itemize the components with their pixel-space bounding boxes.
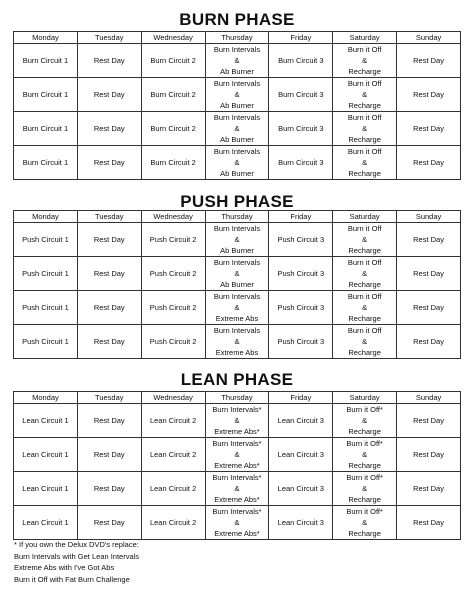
day-header: Thursday <box>205 32 269 44</box>
day-header: Thursday <box>205 211 269 223</box>
workout-text: Burn Circuit 2 <box>150 124 196 133</box>
week-row <box>14 472 461 506</box>
workout-text: Rest Day <box>413 450 444 459</box>
day-header: Friday <box>269 32 333 44</box>
workout-cell <box>269 438 333 472</box>
workout-text: Burn Intervals <box>213 79 261 88</box>
workout-cell <box>77 438 141 472</box>
workout-text: Rest Day <box>93 90 125 99</box>
day-header: Wednesday <box>141 392 205 404</box>
workout-cell <box>205 404 269 438</box>
workout-text: Recharge <box>348 461 381 470</box>
workout-text: Recharge <box>348 135 381 144</box>
workout-cell <box>333 78 397 112</box>
workout-text: & <box>362 90 368 99</box>
workout-text: Burn it Off <box>347 258 382 267</box>
workout-cell <box>141 291 205 325</box>
week-row <box>14 404 461 438</box>
workout-text: Burn Circuit 1 <box>22 90 69 99</box>
workout-cell <box>269 78 333 112</box>
workout-text: Push Circuit 2 <box>149 337 197 346</box>
note-line: Extreme Abs with I've Got Abs <box>14 563 115 573</box>
workout-text: Lean Circuit 3 <box>277 484 324 493</box>
workout-text: & <box>234 235 240 244</box>
workout-text: Recharge <box>348 280 381 289</box>
workout-text: Burn it Off <box>347 292 382 301</box>
workout-cell <box>77 257 141 291</box>
workout-text: Recharge <box>348 427 381 436</box>
lean-phase-table <box>13 391 461 540</box>
day-header: Sunday <box>397 392 461 404</box>
workout-text: Burn it Off <box>347 224 382 233</box>
workout-text: Ab Burner <box>220 101 254 110</box>
workout-text: Rest Day <box>93 484 125 493</box>
workout-cell <box>333 257 397 291</box>
day-header: Saturday <box>333 392 397 404</box>
workout-text: Recharge <box>348 67 381 76</box>
workout-cell <box>333 223 397 257</box>
workout-text: Lean Circuit 2 <box>149 518 197 527</box>
workout-cell <box>269 112 333 146</box>
workout-cell <box>77 78 141 112</box>
workout-text: & <box>362 269 368 278</box>
workout-text: Burn it Off* <box>346 507 383 516</box>
workout-text: Push Circuit 1 <box>22 337 69 346</box>
day-header: Sunday <box>397 32 461 44</box>
workout-cell <box>205 223 269 257</box>
workout-cell <box>333 291 397 325</box>
workout-text: & <box>234 158 240 167</box>
workout-text: Burn Circuit 2 <box>150 56 196 65</box>
workout-cell <box>333 112 397 146</box>
workout-text: Push Circuit 1 <box>22 269 69 278</box>
workout-cell <box>269 404 333 438</box>
workout-text: Burn Circuit 3 <box>278 56 324 65</box>
workout-cell <box>205 44 269 78</box>
workout-text: Push Circuit 2 <box>149 235 197 244</box>
workout-cell <box>205 291 269 325</box>
day-header: Friday <box>269 211 333 223</box>
workout-text: Recharge <box>348 495 381 504</box>
workout-text: Push Circuit 1 <box>22 303 69 312</box>
workout-cell <box>205 146 269 180</box>
workout-text: Push Circuit 3 <box>277 303 325 312</box>
workout-text: Burn Intervals <box>213 258 261 267</box>
workout-cell <box>77 404 141 438</box>
workout-cell <box>14 325 78 359</box>
workout-text: Burn Circuit 2 <box>150 90 196 99</box>
workout-text: & <box>234 450 240 459</box>
workout-text: Burn it Off <box>347 147 382 156</box>
workout-cell <box>14 257 78 291</box>
workout-cell <box>397 506 461 540</box>
day-header: Tuesday <box>77 32 141 44</box>
workout-cell <box>333 44 397 78</box>
workout-text: & <box>234 518 240 527</box>
workout-text: Rest Day <box>413 158 444 167</box>
workout-text: Burn Circuit 1 <box>22 158 69 167</box>
workout-text: Burn it Off* <box>346 439 383 448</box>
workout-text: & <box>362 158 368 167</box>
workout-cell <box>14 404 78 438</box>
workout-text: Burn it Off <box>347 113 382 122</box>
workout-text: & <box>234 124 240 133</box>
week-row <box>14 291 461 325</box>
push-phase-table <box>13 210 461 359</box>
workout-cell <box>269 291 333 325</box>
workout-cell <box>77 146 141 180</box>
workout-cell <box>205 257 269 291</box>
workout-text: Rest Day <box>93 269 125 278</box>
day-header: Tuesday <box>77 211 141 223</box>
day-header: Saturday <box>333 32 397 44</box>
workout-cell <box>205 112 269 146</box>
workout-text: Lean Circuit 3 <box>277 450 324 459</box>
workout-cell <box>14 78 78 112</box>
replacement-notes <box>14 539 454 585</box>
workout-text: Rest Day <box>93 235 125 244</box>
header-row <box>14 32 461 44</box>
workout-text: Push Circuit 3 <box>277 235 325 244</box>
workout-cell <box>205 438 269 472</box>
workout-text: Recharge <box>348 101 381 110</box>
week-row <box>14 78 461 112</box>
workout-cell <box>141 472 205 506</box>
workout-text: Push Circuit 2 <box>149 303 197 312</box>
workout-cell <box>397 438 461 472</box>
workout-cell <box>141 325 205 359</box>
workout-text: Recharge <box>348 348 381 357</box>
workout-text: Burn Intervals* <box>212 405 262 414</box>
workout-text: Burn Circuit 1 <box>22 124 69 133</box>
workout-text: Burn Circuit 2 <box>150 158 196 167</box>
workout-cell <box>269 44 333 78</box>
workout-cell <box>269 146 333 180</box>
workout-text: Rest Day <box>93 303 125 312</box>
workout-cell <box>77 291 141 325</box>
workout-text: Burn Intervals <box>213 45 261 54</box>
day-header: Saturday <box>333 211 397 223</box>
workout-text: Burn Circuit 1 <box>22 56 69 65</box>
workout-cell <box>397 257 461 291</box>
workout-cell <box>141 146 205 180</box>
week-row <box>14 223 461 257</box>
workout-text: Push Circuit 3 <box>277 337 325 346</box>
workout-text: & <box>362 124 368 133</box>
workout-text: Recharge <box>348 169 381 178</box>
workout-text: Extreme Abs* <box>214 427 260 436</box>
workout-cell <box>333 146 397 180</box>
workout-cell <box>14 146 78 180</box>
workout-text: Extreme Abs* <box>214 529 260 538</box>
workout-cell <box>397 325 461 359</box>
workout-text: Extreme Abs* <box>214 461 260 470</box>
workout-text: Recharge <box>348 529 381 538</box>
workout-cell <box>397 472 461 506</box>
workout-text: Ab Burner <box>220 135 254 144</box>
workout-text: Rest Day <box>413 269 444 278</box>
workout-cell <box>14 44 78 78</box>
workout-text: & <box>234 484 240 493</box>
workout-cell <box>397 146 461 180</box>
workout-cell <box>141 78 205 112</box>
workout-text: Burn it Off* <box>346 405 383 414</box>
week-row <box>14 438 461 472</box>
workout-cell <box>205 325 269 359</box>
note-line: * If you own the Delux DVD's replace: <box>14 540 139 549</box>
workout-text: & <box>234 303 240 312</box>
day-header: Monday <box>14 32 78 44</box>
workout-text: Rest Day <box>413 235 444 244</box>
workout-text: Lean Circuit 2 <box>149 484 197 493</box>
workout-text: Lean Circuit 1 <box>22 484 69 493</box>
workout-text: Lean Circuit 1 <box>22 450 69 459</box>
workout-cell <box>77 472 141 506</box>
workout-text: & <box>362 303 368 312</box>
workout-text: Rest Day <box>413 484 444 493</box>
workout-cell <box>14 472 78 506</box>
day-header: Monday <box>14 211 78 223</box>
workout-cell <box>205 506 269 540</box>
workout-text: Extreme Abs* <box>214 495 260 504</box>
workout-cell <box>141 44 205 78</box>
workout-cell <box>397 112 461 146</box>
workout-text: Rest Day <box>413 518 444 527</box>
workout-cell <box>14 291 78 325</box>
workout-cell <box>141 257 205 291</box>
day-header: Wednesday <box>141 32 205 44</box>
workout-text: Rest Day <box>413 56 444 65</box>
workout-cell <box>269 506 333 540</box>
workout-text: Burn Circuit 3 <box>278 124 324 133</box>
workout-text: Recharge <box>348 246 381 255</box>
header-row <box>14 392 461 404</box>
week-row <box>14 112 461 146</box>
workout-cell <box>77 223 141 257</box>
workout-text: Rest Day <box>413 416 444 425</box>
workout-text: Rest Day <box>93 56 125 65</box>
push-phase-title: PUSH PHASE <box>180 192 294 211</box>
workout-text: Burn Intervals* <box>212 439 262 448</box>
week-row <box>14 146 461 180</box>
workout-text: Burn Intervals <box>213 292 261 301</box>
workout-text: Rest Day <box>93 124 125 133</box>
workout-text: Rest Day <box>413 337 444 346</box>
day-header: Tuesday <box>77 392 141 404</box>
workout-text: & <box>234 337 240 346</box>
workout-text: & <box>362 337 368 346</box>
workout-cell <box>77 506 141 540</box>
workout-text: & <box>362 450 368 459</box>
workout-cell <box>397 44 461 78</box>
workout-text: Lean Circuit 2 <box>149 450 197 459</box>
workout-text: & <box>362 235 368 244</box>
workout-text: Lean Circuit 2 <box>149 416 197 425</box>
workout-text: Ab Burner <box>220 67 254 76</box>
workout-cell <box>141 404 205 438</box>
workout-text: Ab Burner <box>220 280 254 289</box>
workout-text: Rest Day <box>93 416 125 425</box>
day-header: Wednesday <box>141 211 205 223</box>
week-row <box>14 44 461 78</box>
workout-text: & <box>362 56 368 65</box>
workout-text: Rest Day <box>413 124 444 133</box>
workout-cell <box>269 223 333 257</box>
workout-text: Rest Day <box>93 450 125 459</box>
week-row <box>14 257 461 291</box>
workout-cell <box>397 291 461 325</box>
workout-text: Burn it Off <box>347 45 382 54</box>
workout-text: Extreme Abs <box>215 314 259 323</box>
workout-cell <box>141 438 205 472</box>
workout-cell <box>14 112 78 146</box>
workout-cell <box>77 44 141 78</box>
workout-text: Burn Intervals <box>213 113 261 122</box>
workout-text: Ab Burner <box>220 169 254 178</box>
header-row <box>14 211 461 223</box>
lean-phase-title: LEAN PHASE <box>180 370 294 389</box>
workout-text: & <box>362 484 368 493</box>
workout-cell <box>14 506 78 540</box>
workout-text: & <box>362 416 368 425</box>
note-line: Burn it Off with Fat Burn Challenge <box>14 574 130 584</box>
day-header: Monday <box>14 392 78 404</box>
workout-text: Recharge <box>348 314 381 323</box>
workout-text: & <box>362 518 368 527</box>
workout-cell <box>77 112 141 146</box>
workout-text: Ab Burner <box>220 246 254 255</box>
workout-cell <box>397 223 461 257</box>
workout-text: Lean Circuit 1 <box>22 518 69 527</box>
workout-cell <box>141 506 205 540</box>
workout-cell <box>269 325 333 359</box>
workout-text: Rest Day <box>413 303 444 312</box>
workout-cell <box>333 438 397 472</box>
week-row <box>14 325 461 359</box>
workout-text: Burn it Off <box>347 79 382 88</box>
week-row <box>14 506 461 540</box>
workout-cell <box>141 223 205 257</box>
workout-cell <box>269 472 333 506</box>
workout-cell <box>14 223 78 257</box>
workout-text: Burn Intervals* <box>212 473 262 482</box>
day-header: Thursday <box>205 392 269 404</box>
workout-cell <box>397 78 461 112</box>
workout-cell <box>397 404 461 438</box>
workout-text: Push Circuit 2 <box>149 269 197 278</box>
burn-phase-table <box>13 31 461 180</box>
workout-text: & <box>234 269 240 278</box>
workout-text: Burn it Off* <box>346 473 383 482</box>
workout-text: Lean Circuit 1 <box>22 416 69 425</box>
workout-cell <box>333 472 397 506</box>
day-header: Sunday <box>397 211 461 223</box>
workout-text: Burn Intervals* <box>212 507 262 516</box>
workout-cell <box>77 325 141 359</box>
workout-cell <box>14 438 78 472</box>
workout-text: Burn Circuit 3 <box>278 90 324 99</box>
workout-text: Rest Day <box>93 518 125 527</box>
workout-text: Lean Circuit 3 <box>277 416 324 425</box>
workout-text: Rest Day <box>413 90 444 99</box>
workout-text: Extreme Abs <box>215 348 259 357</box>
workout-text: & <box>234 90 240 99</box>
workout-text: Rest Day <box>93 158 125 167</box>
workout-text: Push Circuit 1 <box>22 235 69 244</box>
workout-text: Burn Intervals <box>213 147 261 156</box>
workout-cell <box>333 325 397 359</box>
workout-text: Rest Day <box>93 337 125 346</box>
workout-cell <box>141 112 205 146</box>
workout-text: Push Circuit 3 <box>277 269 325 278</box>
workout-cell <box>205 472 269 506</box>
workout-text: & <box>234 56 240 65</box>
workout-cell <box>333 506 397 540</box>
note-line: Burn Intervals with Get Lean Intervals <box>14 551 140 561</box>
workout-text: Burn it Off <box>347 326 382 335</box>
workout-cell <box>205 78 269 112</box>
workout-cell <box>333 404 397 438</box>
workout-text: Lean Circuit 3 <box>277 518 324 527</box>
workout-text: Burn Intervals <box>213 326 261 335</box>
workout-text: Burn Intervals <box>213 224 261 233</box>
workout-text: Burn Circuit 3 <box>278 158 324 167</box>
burn-phase-title: BURN PHASE <box>179 10 295 29</box>
workout-cell <box>269 257 333 291</box>
day-header: Friday <box>269 392 333 404</box>
workout-text: & <box>234 416 240 425</box>
